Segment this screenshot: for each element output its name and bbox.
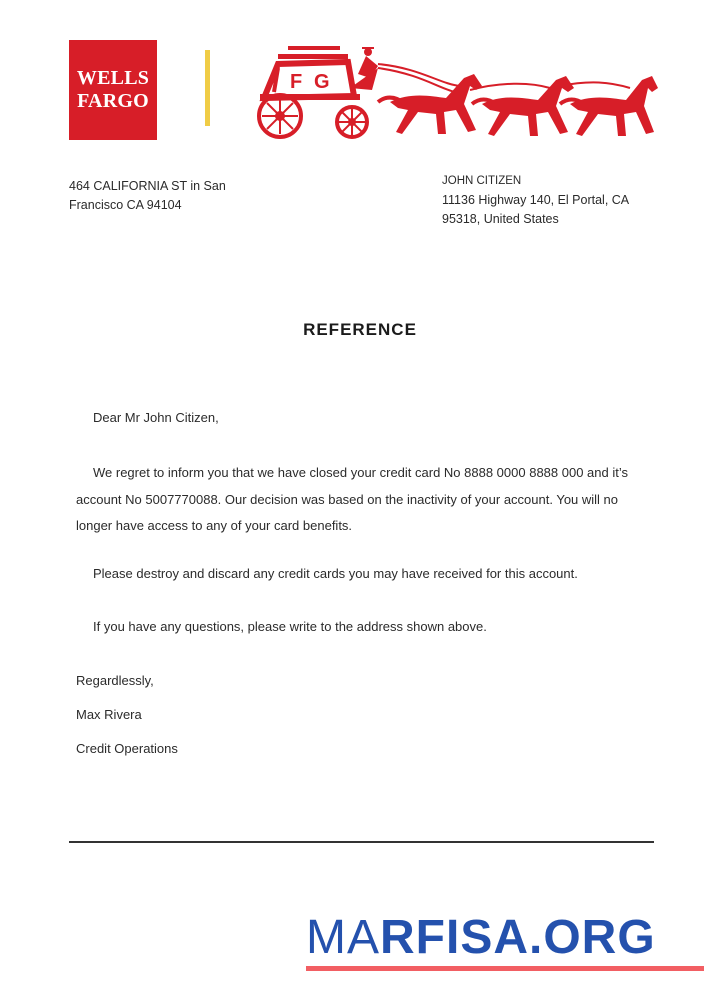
signer-department: Credit Operations	[76, 741, 178, 756]
salutation: Dear Mr John Citizen,	[93, 410, 219, 425]
watermark-text	[306, 912, 710, 964]
recipient-name: JOHN CITIZEN	[442, 175, 522, 187]
logo-line-1: WELLS	[76, 67, 150, 89]
paragraph-questions: If you have any questions, please write to the address shown above.	[93, 619, 487, 634]
paragraph-closure-notice: We regret to inform you that we have closed your credit card No 8888 0000 8888 000 and it’s account No 5007770088. Our decision was based on the inactivity of your account. You will no longer have access to any of your card benefits.	[76, 465, 629, 533]
watermark-text-part-1: MA	[306, 911, 380, 964]
logo-divider	[205, 50, 210, 126]
svg-text:F: F	[290, 71, 303, 93]
watermark-underline	[306, 966, 704, 971]
recipient-address-line-1: 11136 Highway 140, El Portal, CA	[442, 193, 630, 207]
sender-address-line-1: 464 CALIFORNIA ST in San	[69, 179, 226, 193]
recipient-address	[442, 172, 672, 229]
letter-title: REFERENCE	[303, 320, 417, 339]
svg-text:G: G	[314, 71, 330, 93]
watermark	[306, 912, 710, 971]
sender-address-line-2: Francisco CA 94104	[69, 198, 182, 212]
wells-fargo-logo	[69, 40, 157, 140]
logo-line-2: FARGO	[77, 90, 149, 112]
paragraph-destroy-cards: Please destroy and discard any credit cards you may have received for this account.	[93, 566, 578, 581]
stagecoach-emblem-icon	[250, 38, 660, 142]
recipient-address-line-2: 95318, United States	[442, 212, 559, 226]
sender-address	[69, 177, 269, 215]
watermark-text-part-2: RFISA.ORG	[380, 911, 656, 964]
closing: Regardlessly,	[76, 673, 154, 688]
footer-divider	[69, 841, 654, 843]
signer-name: Max Rivera	[76, 707, 142, 722]
